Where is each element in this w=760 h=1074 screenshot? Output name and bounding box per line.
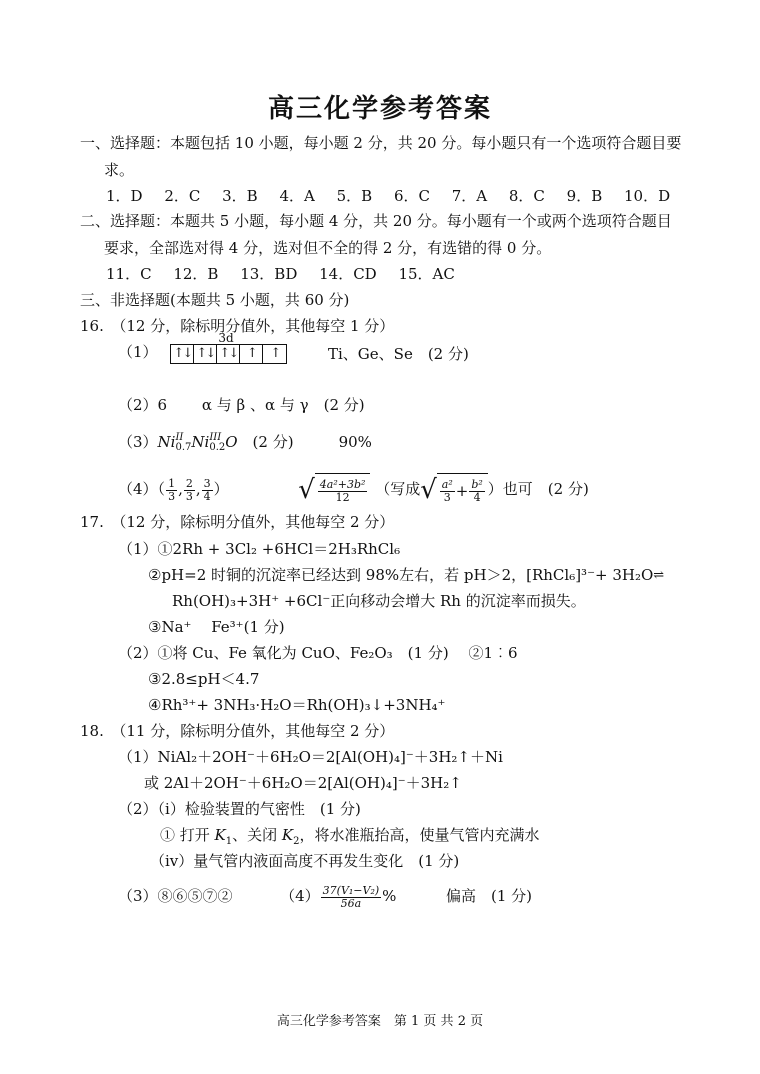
q18-part2-a: （2）（i）检验装置的气密性 (1 分) xyxy=(118,800,361,818)
section1-heading: 一、选择题：本题包括 10 小题，每小题 2 分，共 20 分。每小题只有一个选项符合题目要 xyxy=(80,134,682,152)
formula-script: II 0.7 xyxy=(175,432,192,453)
q17-part1-b xyxy=(148,565,661,586)
alt-open: （写成 xyxy=(375,480,421,498)
q18-part2-c: （iv）量气管内液面高度不再发生变化 (1 分) xyxy=(150,852,460,870)
q18-part3: （3）⑧⑥⑤⑦② xyxy=(118,887,233,905)
section2-answers: 11．C 12．B 13．BD 14．CD 15．AC xyxy=(106,265,455,283)
orbital-label: 3d xyxy=(218,331,234,345)
orbital-diagram-3d xyxy=(170,331,287,364)
q17-part2-a: （2）①将 Cu、Fe 氧化为 CuO、Fe₂O₃ (1 分) ②1︰6 xyxy=(118,644,518,662)
equilibrium-arrow: ⇌ xyxy=(653,568,662,583)
formula-o: O xyxy=(225,433,238,451)
fraction: $\frac{\text{37(V₁−V₂)}}{56a}$ xyxy=(322,883,380,910)
formula-ni: Ni xyxy=(191,433,210,451)
q18-part3-4 xyxy=(118,880,532,912)
q16-header: 16. （12 分，除标明分值外，其他每空 1 分） xyxy=(80,317,395,335)
q18-part4-label: （4） xyxy=(280,887,320,905)
sqrt-expression-alt: √ $\frac{\text{a²}}{3}$ + $\frac{\text{b²}}{4}$ xyxy=(420,472,488,508)
fraction: $\frac{1}{3}$ xyxy=(168,476,176,503)
q16-part3 xyxy=(118,432,372,453)
formula-ni: Ni xyxy=(157,433,176,451)
percent: % xyxy=(382,887,397,905)
q18-part2-b: ① 打开 $K_1$、关闭 $K_2$，将水准瓶抬高，使量气管内充满水 xyxy=(160,826,540,847)
orbital-cell: ↑↓ xyxy=(194,345,217,363)
orbital-cell: ↑↓ xyxy=(217,345,240,363)
q17-part2-b: ③2.8≤pH＜4.7 xyxy=(148,670,260,688)
q16-part3-label: （3） xyxy=(118,433,158,451)
page-footer: 高三化学参考答案 第 1 页 共 2 页 xyxy=(276,1014,484,1029)
q17-header: 17. （12 分，除标明分值外，其他每空 2 分） xyxy=(80,513,395,531)
q17-part1-b-cont: Rh(OH)₃+3H⁺ +6Cl⁻正向移动会增大 Rh 的沉淀率而损失。 xyxy=(172,592,586,610)
q16-part4: （4）（ $\frac{1}{3}$ , $\frac{2}{3}$ , $\frac{3}{4}$ ） √ $\frac{\text{4a²+3b²}}{12}$ （写成√ $\frac{\text{a²}}{3}$ + $\frac{\text{b²}}{4}$ ）也可 (2 分) xyxy=(118,472,589,506)
q16-part3-rest: (2 分) 90% xyxy=(237,433,372,451)
page-title: 高三化学参考答案 xyxy=(267,94,492,124)
q16-part1-answer: Ti、Ge、Se (2 分) xyxy=(328,345,469,363)
orbital-cell: ↑↓ xyxy=(171,345,194,363)
formula-script: III 0.2 xyxy=(209,432,226,453)
section2-heading: 二、选择题：本题共 5 小题，每小题 4 分，共 20 分。每小题有一个或两个选项符合题目 xyxy=(80,212,672,230)
q18-part1-a: （1）NiAl₂＋2OH⁻＋6H₂O＝2[Al(OH)₄]⁻＋3H₂↑＋Ni xyxy=(118,748,503,766)
paren: （ xyxy=(157,480,166,498)
q16-part2: （2）6 α 与 β 、α 与 γ (2 分) xyxy=(118,396,365,414)
orbital-cell: ↑ xyxy=(270,346,280,361)
q16-part1-label: （1） xyxy=(118,343,158,361)
q17-part1-a: （1）①2Rh + 3Cl₂ +6HCl＝2H₃RhCl₆ xyxy=(118,540,401,558)
q17-part1-b-text: ②pH=2 时铜的沉淀率已经达到 98%左右，若 pH＞2，[RhCl₆]³⁻+ 3H₂O xyxy=(148,566,654,584)
orbital-cell: ↑ xyxy=(240,345,263,363)
q18-header: 18. （11 分，除标明分值外，其他每空 2 分） xyxy=(80,722,395,740)
q18-part1-b: 或 2Al＋2OH⁻＋6H₂O＝2[Al(OH)₄]⁻＋3H₂↑ xyxy=(144,774,462,792)
sqrt-expression: √ $\frac{\text{4a²+3b²}}{12}$ xyxy=(298,472,370,508)
fraction: $\frac{3}{4}$ xyxy=(203,476,211,503)
section1-heading-cont: 求。 xyxy=(104,161,135,179)
section1-answers: 1．D 2．C 3．B 4．A 5．B 6．C 7．A 8．C 9．B 10．D xyxy=(106,187,671,205)
fraction: $\frac{2}{3}$ xyxy=(185,476,193,503)
paren: ） xyxy=(213,480,229,498)
section2-heading-cont: 要求，全部选对得 4 分，选对但不全的得 2 分，有选错的得 0 分。 xyxy=(104,239,552,257)
q17-part2-c: ④Rh³⁺+ 3NH₃·H₂O＝Rh(OH)₃↓+3NH₄⁺ xyxy=(148,696,446,714)
q16-part4-label: （4） xyxy=(118,480,158,498)
q16-part1 xyxy=(118,331,469,368)
alt-close: ）也可 (2 分) xyxy=(487,480,589,498)
section3-heading: 三、非选择题(本题共 5 小题，共 60 分) xyxy=(80,291,350,309)
q17-part1-c: ③Na⁺ Fe³⁺(1 分) xyxy=(148,618,285,636)
q18-part4-rest: 偏高 (1 分) xyxy=(446,887,533,905)
